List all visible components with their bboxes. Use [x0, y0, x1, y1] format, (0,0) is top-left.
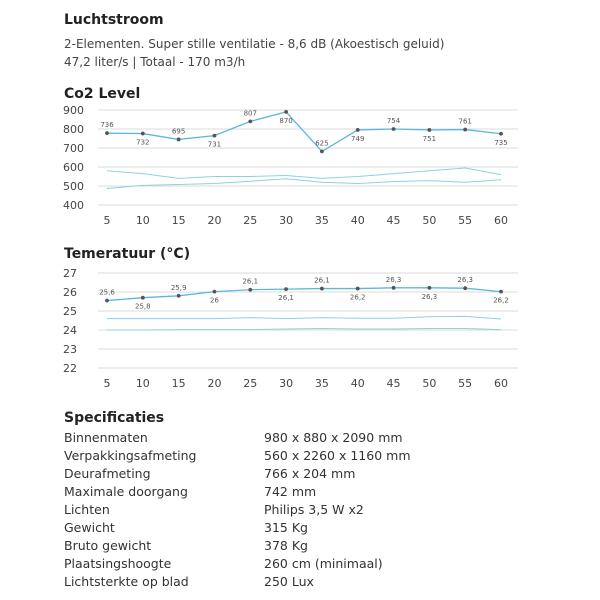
data-label: 25,6	[99, 288, 115, 297]
x-tick-label: 30	[279, 214, 294, 227]
data-point	[284, 287, 288, 291]
data-label: 732	[136, 138, 150, 147]
section-title-luchtstroom: Luchtstroom	[64, 12, 164, 28]
spec-value: 250 Lux	[264, 574, 314, 589]
data-label: 761	[458, 117, 472, 126]
data-point	[499, 290, 503, 294]
spec-label: Deurafmeting	[64, 466, 151, 481]
data-point	[427, 128, 431, 132]
airflow-volume: 47,2 liter/s | Totaal - 170 m3/h	[64, 55, 246, 69]
y-tick-label: 26	[63, 286, 77, 299]
data-label: 736	[100, 121, 114, 130]
x-tick-label: 25	[243, 377, 258, 390]
data-label: 754	[386, 117, 401, 125]
data-label: 26,3	[457, 276, 473, 285]
x-tick-label: 35	[314, 377, 329, 390]
spec-label: Verpakkingsafmeting	[64, 448, 197, 463]
x-tick-label: 10	[135, 214, 150, 227]
data-label: 26,2	[349, 293, 366, 302]
data-point	[248, 288, 252, 292]
spec-value: 315 Kg	[264, 520, 308, 535]
x-tick-label: 40	[350, 214, 365, 227]
data-label: 807	[243, 109, 257, 118]
data-point	[141, 132, 145, 136]
data-label: 25,9	[170, 283, 187, 292]
y-tick-label: 900	[63, 105, 84, 117]
y-tick-label: 400	[63, 199, 84, 212]
data-point	[356, 287, 360, 291]
specifications-table	[64, 430, 564, 592]
x-tick-label: 5	[103, 377, 111, 390]
spec-label: Plaatsingshoogte	[64, 556, 172, 571]
x-tick-label: 60	[494, 377, 508, 390]
data-label: 26,3	[421, 292, 438, 301]
data-point	[463, 128, 467, 132]
data-label: 751	[422, 134, 437, 143]
x-tick-label: 20	[207, 377, 222, 390]
chart-title-temperature: Temeratuur (°C)	[64, 246, 191, 262]
spec-label: Maximale doorgang	[64, 484, 188, 499]
series-line	[107, 179, 501, 189]
data-label: 26,1	[242, 277, 259, 286]
data-label: 735	[494, 138, 508, 147]
data-label: 870	[279, 116, 293, 125]
y-tick-label: 500	[63, 180, 84, 193]
data-point	[392, 127, 396, 131]
spec-value: Philips 3,5 W x2	[264, 502, 364, 517]
series-line	[107, 316, 501, 319]
x-tick-label: 35	[314, 214, 329, 227]
x-tick-label: 40	[350, 377, 365, 390]
data-label: 26,1	[314, 276, 330, 285]
data-point	[105, 131, 109, 135]
data-point	[213, 134, 217, 138]
spec-label: Binnenmaten	[64, 430, 148, 445]
x-tick-label: 30	[279, 377, 294, 390]
spec-value: 378 Kg	[264, 538, 308, 553]
data-label: 26	[209, 296, 219, 305]
y-tick-label: 800	[63, 123, 84, 136]
series-line	[107, 112, 501, 152]
x-tick-label: 50	[422, 214, 437, 227]
x-tick-label: 55	[458, 377, 473, 390]
y-tick-label: 25	[63, 305, 77, 318]
data-point	[105, 299, 109, 303]
data-label: 695	[171, 127, 186, 136]
data-label: 26,1	[278, 294, 294, 303]
data-label: 26,3	[385, 275, 402, 284]
x-tick-label: 25	[243, 214, 258, 227]
data-point	[427, 286, 431, 290]
x-tick-label: 20	[207, 214, 222, 227]
spec-row	[64, 430, 564, 448]
series-line	[107, 168, 501, 178]
data-label: 749	[351, 134, 365, 143]
airflow-description: 2-Elementen. Super stille ventilatie - 8,6 dB (Akoestisch geluid)	[64, 37, 445, 51]
x-tick-label: 50	[422, 377, 437, 390]
x-tick-label: 10	[135, 377, 150, 390]
spec-label: Gewicht	[64, 520, 115, 535]
data-point	[320, 150, 324, 154]
data-point	[177, 138, 181, 142]
x-tick-label: 55	[458, 214, 473, 227]
spec-row	[64, 448, 564, 466]
data-point	[141, 296, 145, 300]
x-tick-label: 5	[103, 214, 111, 227]
section-title-specificaties: Specificaties	[64, 410, 165, 426]
y-tick-label: 600	[63, 161, 84, 174]
spec-row	[64, 538, 564, 556]
x-tick-label: 60	[494, 214, 508, 227]
spec-row	[64, 520, 564, 538]
spec-row	[64, 556, 564, 574]
y-tick-label: 22	[63, 362, 77, 375]
spec-value: 260 cm (minimaal)	[264, 556, 383, 571]
chart-title-co2: Co2 Level	[64, 86, 141, 102]
series-line	[107, 288, 501, 301]
spec-row	[64, 484, 564, 502]
data-point	[320, 287, 324, 291]
spec-value: 742 mm	[264, 484, 317, 499]
spec-label: Lichten	[64, 502, 110, 517]
spec-value: 766 x 204 mm	[264, 466, 356, 481]
y-tick-label: 700	[63, 142, 84, 155]
data-point	[392, 286, 396, 290]
data-label: 26,2	[493, 296, 509, 305]
data-point	[248, 120, 252, 124]
spec-row	[64, 466, 564, 484]
spec-value: 980 x 880 x 2090 mm	[264, 430, 403, 445]
x-tick-label: 15	[171, 377, 186, 390]
data-point	[463, 286, 467, 290]
data-point	[177, 294, 181, 298]
y-tick-label: 27	[63, 268, 77, 280]
data-point	[213, 290, 217, 294]
data-point	[499, 132, 503, 136]
spec-row	[64, 502, 564, 520]
spec-row	[64, 574, 564, 592]
x-tick-label: 45	[386, 214, 401, 227]
spec-value: 560 x 2260 x 1160 mm	[264, 448, 411, 463]
y-tick-label: 24	[63, 324, 77, 337]
data-label: 731	[207, 140, 222, 149]
co2-level-chart	[0, 105, 600, 235]
x-tick-label: 15	[171, 214, 186, 227]
x-tick-label: 45	[386, 377, 401, 390]
data-label: 25,8	[135, 302, 151, 311]
temperature-chart	[0, 268, 600, 398]
data-point	[356, 128, 360, 132]
spec-label: Bruto gewicht	[64, 538, 152, 553]
y-tick-label: 23	[63, 343, 77, 356]
spec-label: Lichtsterkte op blad	[64, 574, 189, 589]
data-point	[284, 110, 288, 114]
data-label: 625	[315, 139, 329, 148]
